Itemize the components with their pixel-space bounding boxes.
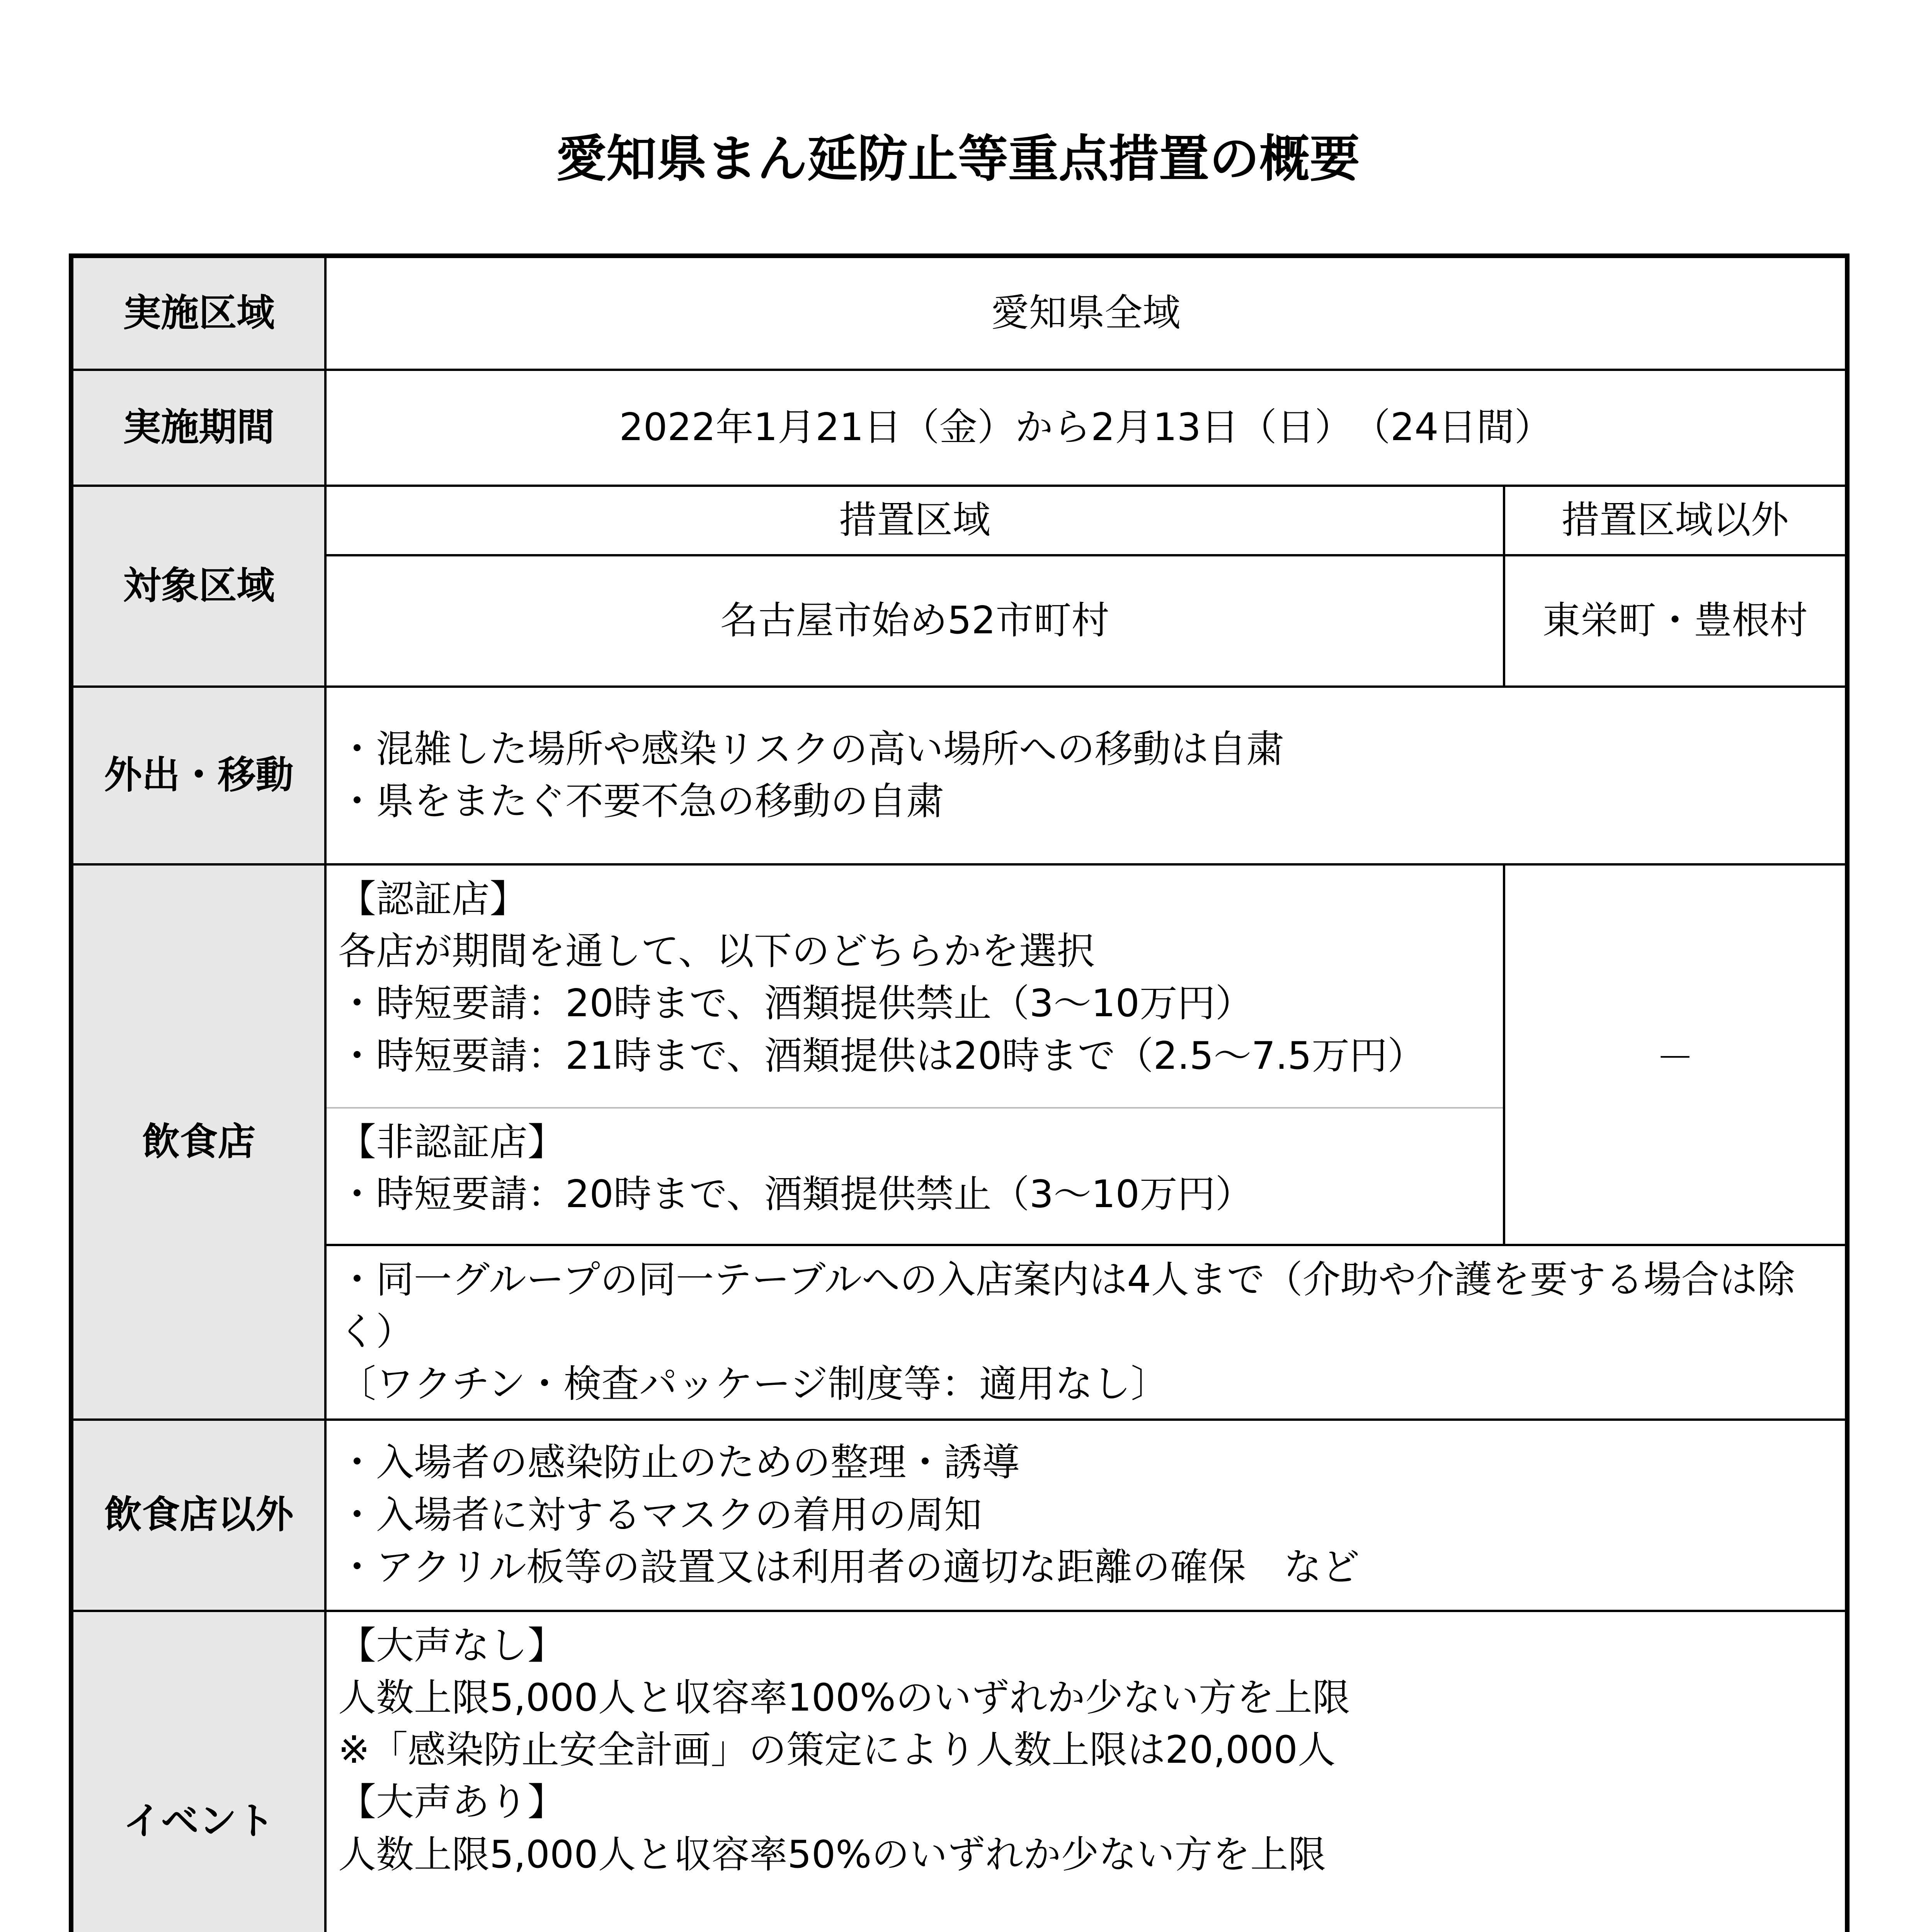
certified-heading: 【認証店】: [338, 877, 528, 921]
restaurant-certified: [325, 864, 1504, 1108]
target-col1-value: 名古屋市始め52市町村: [325, 555, 1504, 687]
non-certified-line: ・時短要請：20時まで、酒類提供禁止（3～10万円）: [338, 1172, 1253, 1217]
row-area: [72, 257, 1846, 370]
event-heading-loud: 【大声あり】: [338, 1780, 566, 1825]
restaurant-non-certified: [325, 1108, 1504, 1245]
restaurant-other-area: －: [1504, 864, 1846, 1245]
event-line: 人数上限5,000人と収容率50%のいずれか少ない方を上限: [338, 1832, 1326, 1877]
event-line: 人数上限5,000人と収容率100%のいずれか少ない方を上限: [338, 1675, 1350, 1720]
spacer: [338, 1881, 1833, 1932]
non-restaurant-line: ・アクリル板等の設置又は利用者の適切な距離の確保 など: [338, 1545, 1360, 1589]
outing-content: [325, 687, 1846, 864]
non-restaurant-line: ・入場者の感染防止のための整理・誘導: [338, 1440, 1020, 1485]
certified-line: ・時短要請：21時まで、酒類提供は20時まで（2.5～7.5万円）: [338, 1034, 1426, 1078]
label-non-restaurant: 飲食店以外: [72, 1420, 325, 1611]
label-area: 実施区域: [72, 257, 325, 370]
non-certified-heading: 【非認証店】: [338, 1120, 566, 1164]
overview-table: [71, 256, 1847, 1932]
label-event: イベント: [72, 1611, 325, 1932]
row-restaurant-certified: [72, 864, 1846, 1108]
outing-line: ・混雑した場所や感染リスクの高い場所への移動は自粛: [338, 727, 1285, 771]
row-target-header: [72, 486, 1846, 555]
row-event: [72, 1611, 1846, 1932]
event-line: ※「感染防止安全計画」の策定により人数上限は20,000人: [338, 1728, 1336, 1772]
row-restaurant-common: [72, 1245, 1846, 1420]
event-heading-quiet: 【大声なし】: [338, 1623, 566, 1668]
outing-line: ・県をまたぐ不要不急の移動の自粛: [338, 779, 944, 823]
target-col1-header: 措置区域: [325, 486, 1504, 555]
label-target: 対象区域: [72, 486, 325, 687]
value-period: 2022年1月21日（金）から2月13日（日） （24日間）: [325, 370, 1846, 486]
target-col2-header: 措置区域以外: [1504, 486, 1846, 555]
target-col2-value: 東栄町・豊根村: [1504, 555, 1846, 687]
certified-line: 各店が期間を通して、以下のどちらかを選択: [338, 929, 1095, 974]
row-non-restaurant: [72, 1420, 1846, 1611]
non-restaurant-line: ・入場者に対するマスクの着用の周知: [338, 1493, 982, 1537]
page-title: 愛知県まん延防止等重点措置の概要: [556, 129, 1360, 188]
non-restaurant-content: [325, 1420, 1846, 1611]
row-period: [72, 370, 1846, 486]
value-area: 愛知県全域: [325, 257, 1846, 370]
label-period: 実施期間: [72, 370, 325, 486]
certified-line: ・時短要請：20時まで、酒類提供禁止（3～10万円）: [338, 981, 1253, 1026]
restaurant-common: [325, 1245, 1846, 1420]
label-outing: 外出・移動: [72, 687, 325, 864]
label-restaurant: 飲食店: [72, 864, 325, 1420]
event-content: [325, 1611, 1846, 1932]
row-outing: [72, 687, 1846, 864]
restaurant-common-note: 〔ワクチン・検査パッケージ制度等：適用なし〕: [338, 1362, 1169, 1406]
row-target-values: [72, 555, 1846, 687]
restaurant-common-line: ・同一グループの同一テーブルへの入店案内は4人まで（介助や介護を要する場合は除く）: [338, 1258, 1795, 1354]
